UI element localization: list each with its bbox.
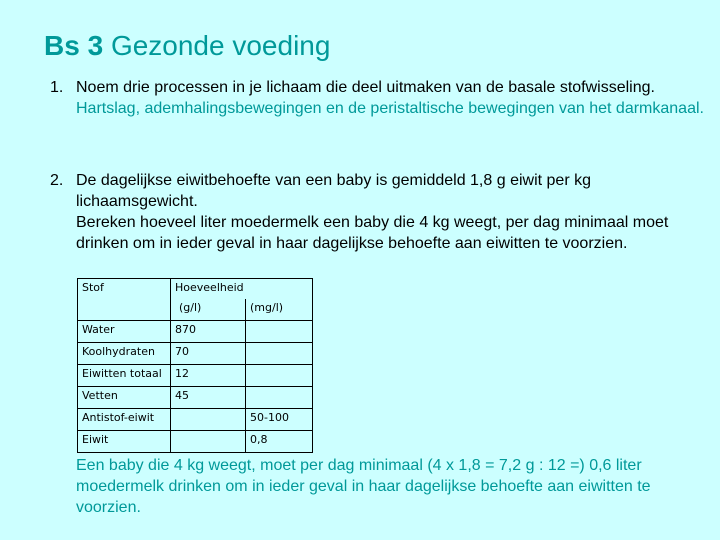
cell-stof: Antistof-eiwit xyxy=(78,409,171,431)
cell-stof: Koolhydraten xyxy=(78,343,171,365)
cell-mgl: 0,8 xyxy=(246,431,313,453)
table-row xyxy=(78,387,313,409)
cell-gl: 70 xyxy=(171,343,246,365)
question-1-answer: Hartslag, ademhalingsbewegingen en de peristaltische bewegingen van het darmkanaal. xyxy=(76,100,704,117)
cell-gl: 870 xyxy=(171,321,246,343)
header-hoeveelheid: Hoeveelheid xyxy=(171,279,313,300)
table-row xyxy=(78,321,313,343)
page-title xyxy=(44,30,330,62)
table-row xyxy=(78,343,313,365)
table-row xyxy=(78,431,313,453)
question-2-text: De dagelijkse eiwitbehoefte van een baby is gemiddeld 1,8 g eiwit per kg lichaamsgewicht. xyxy=(76,172,591,210)
table-row xyxy=(78,409,313,431)
table-row xyxy=(78,365,313,387)
question-2 xyxy=(50,170,706,254)
table-header-row xyxy=(78,279,313,300)
milk-composition-table xyxy=(77,278,313,453)
cell-gl: 12 xyxy=(171,365,246,387)
cell-mgl xyxy=(246,321,313,343)
final-answer: Een baby die 4 kg weegt, moet per dag minimaal (4 x 1,8 = 7,2 g : 12 =) 0,6 liter moedermelk drinken om in ieder geval in haar dagelijkse behoefte aan eiwitten te voorzien. xyxy=(76,457,651,516)
question-2-instruction: Bereken hoeveel liter moedermelk een baby die 4 kg weegt, per dag minimaal moet drinken om in ieder geval in haar dagelijkse behoefte aan eiwitten te voorzien. xyxy=(76,214,669,252)
question-1 xyxy=(50,77,706,119)
question-1-number: 1. xyxy=(50,79,64,96)
cell-stof: Eiwit xyxy=(78,431,171,453)
unit-mgl: (mg/l) xyxy=(246,299,313,321)
cell-stof: Vetten xyxy=(78,387,171,409)
cell-mgl xyxy=(246,387,313,409)
cell-gl xyxy=(171,431,246,453)
header-stof: Stof xyxy=(78,279,171,321)
unit-gl: (g/l) xyxy=(171,299,246,321)
cell-mgl xyxy=(246,343,313,365)
cell-stof: Eiwitten totaal xyxy=(78,365,171,387)
title-rest: Gezonde voeding xyxy=(110,30,331,61)
cell-gl: 45 xyxy=(171,387,246,409)
cell-gl xyxy=(171,409,246,431)
cell-mgl xyxy=(246,365,313,387)
question-2-number: 2. xyxy=(50,172,64,189)
title-bold: Bs 3 xyxy=(44,30,104,61)
cell-stof: Water xyxy=(78,321,171,343)
question-1-text: Noem drie processen in je lichaam die deel uitmaken van de basale stofwisseling. xyxy=(76,79,655,96)
cell-mgl: 50-100 xyxy=(246,409,313,431)
